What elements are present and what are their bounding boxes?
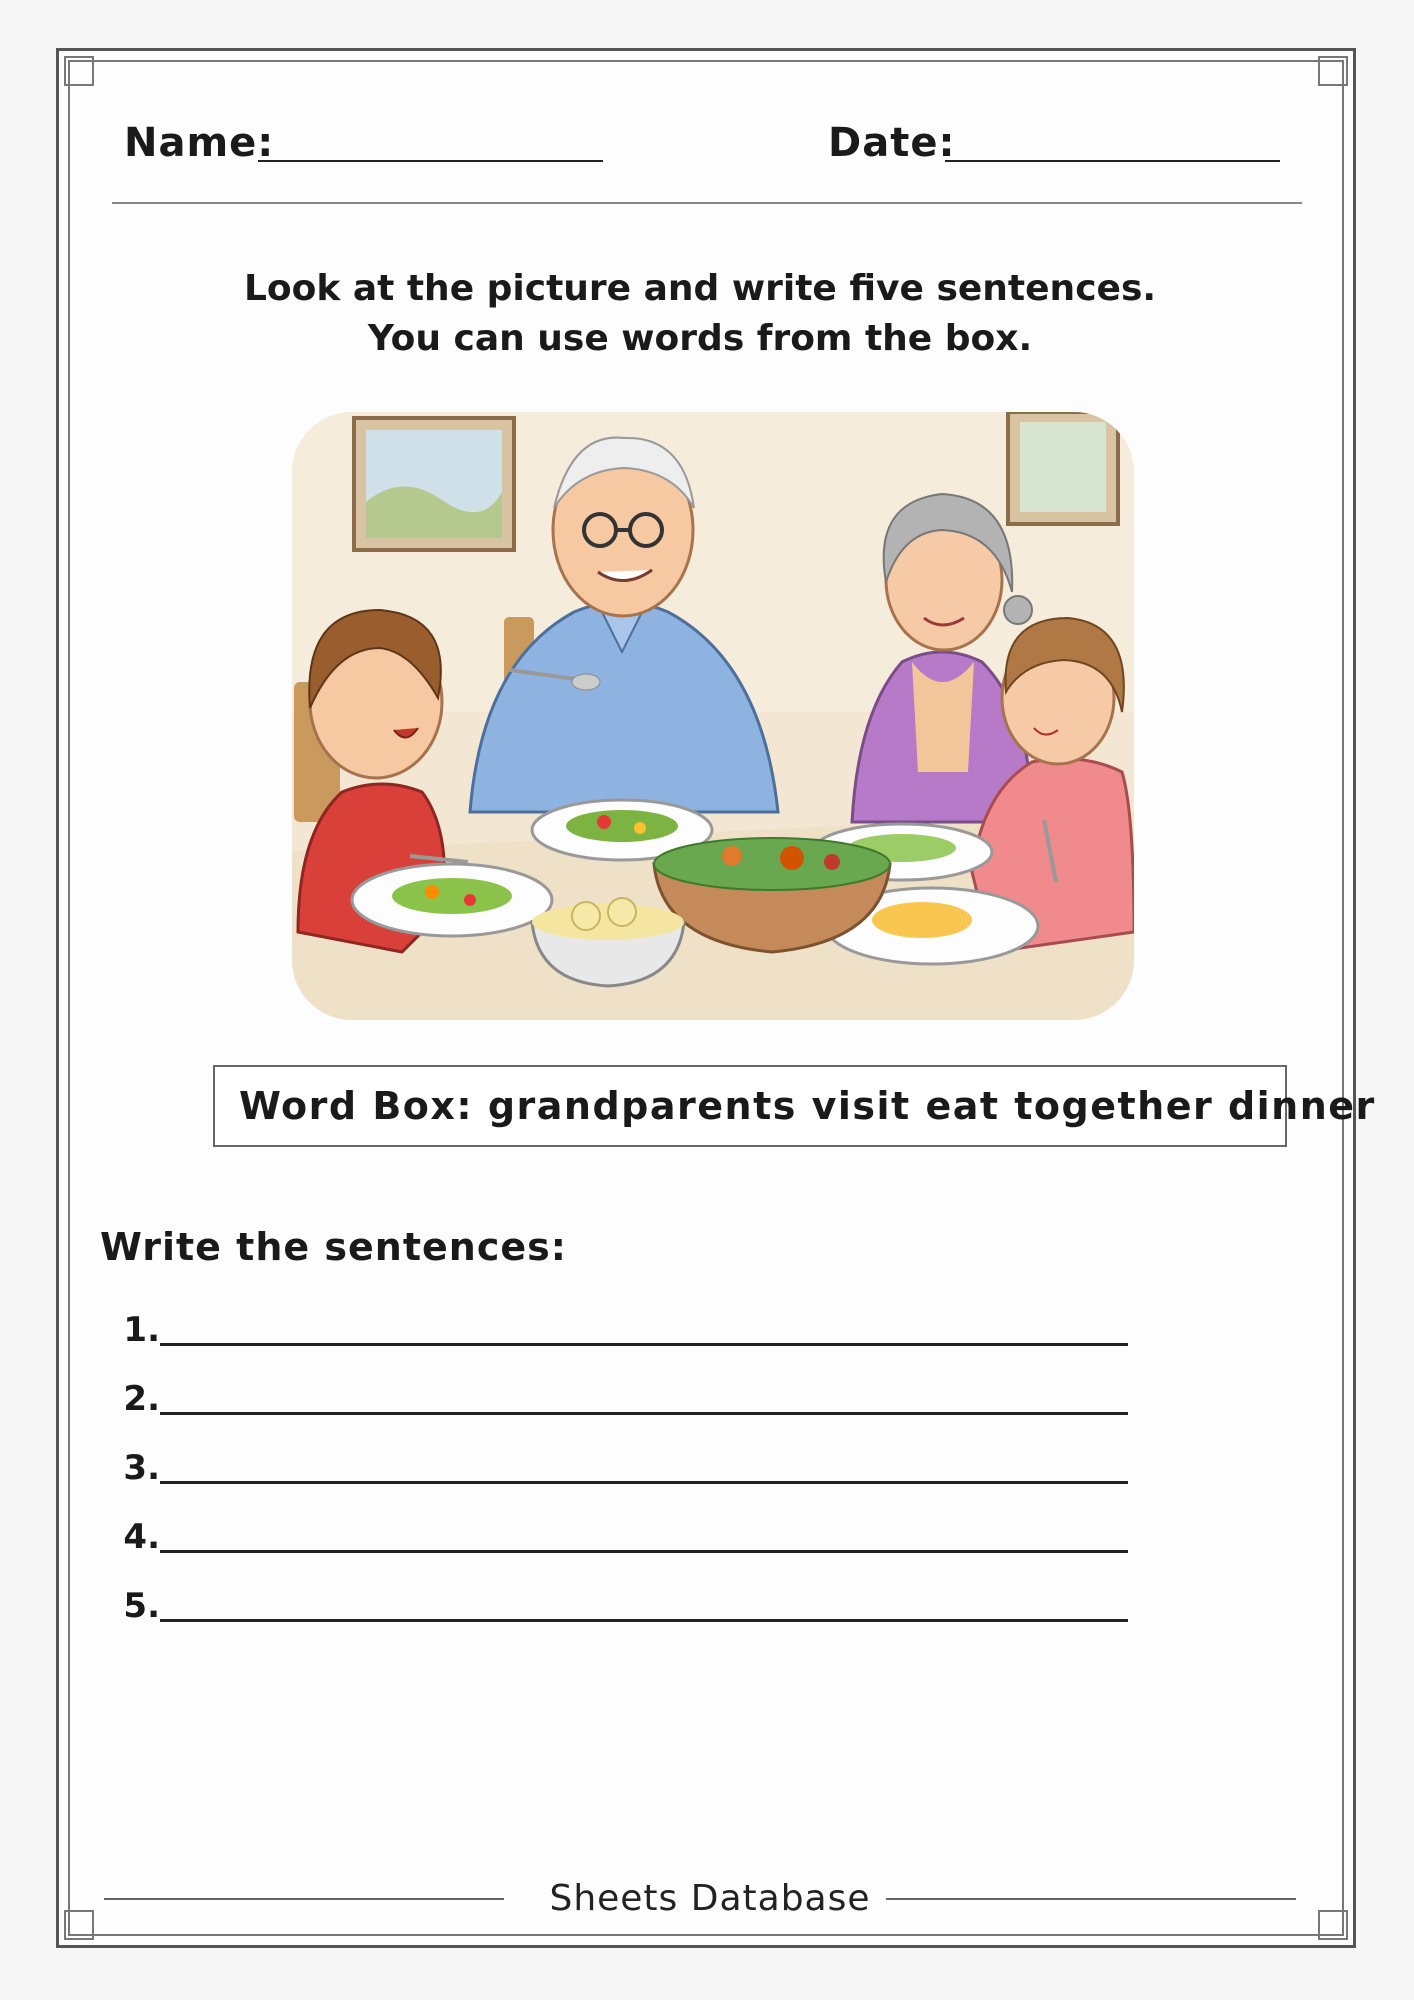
answer-row[interactable] [118, 1576, 1128, 1626]
instruction-line-2: You can use words from the box. [367, 318, 1033, 359]
answer-line[interactable] [160, 1550, 1128, 1553]
answer-number: 3. [123, 1448, 160, 1488]
header-divider [112, 202, 1302, 204]
footer-brand: Sheets Database [549, 1878, 871, 1919]
corner-ornament [1318, 1910, 1348, 1940]
date-label: Date: [828, 120, 956, 166]
name-label: Name: [124, 120, 275, 166]
corner-ornament [64, 56, 94, 86]
answer-row[interactable] [118, 1438, 1128, 1488]
answer-number: 2. [123, 1379, 160, 1419]
answer-line[interactable] [160, 1412, 1128, 1415]
answer-number: 1. [123, 1310, 160, 1350]
footer-divider-right [886, 1898, 1296, 1900]
corner-ornament [1318, 56, 1348, 86]
answer-number: 5. [123, 1586, 160, 1626]
answer-line[interactable] [160, 1481, 1128, 1484]
answer-row[interactable] [118, 1369, 1128, 1419]
family-dinner-illustration [292, 412, 1134, 1020]
date-field[interactable] [945, 160, 1280, 162]
answer-line[interactable] [160, 1619, 1128, 1622]
word-box: Word Box: grandparents visit eat together dinner [213, 1065, 1287, 1147]
name-field[interactable] [258, 160, 603, 162]
corner-ornament [64, 1910, 94, 1940]
answer-row[interactable] [118, 1507, 1128, 1557]
instruction-line-1: Look at the picture and write five sentences. [243, 268, 1157, 309]
footer-divider-left [104, 1898, 504, 1900]
answer-row[interactable] [118, 1300, 1128, 1350]
answer-number: 4. [123, 1517, 160, 1557]
answer-line[interactable] [160, 1343, 1128, 1346]
sentences-title: Write the sentences: [100, 1225, 567, 1269]
